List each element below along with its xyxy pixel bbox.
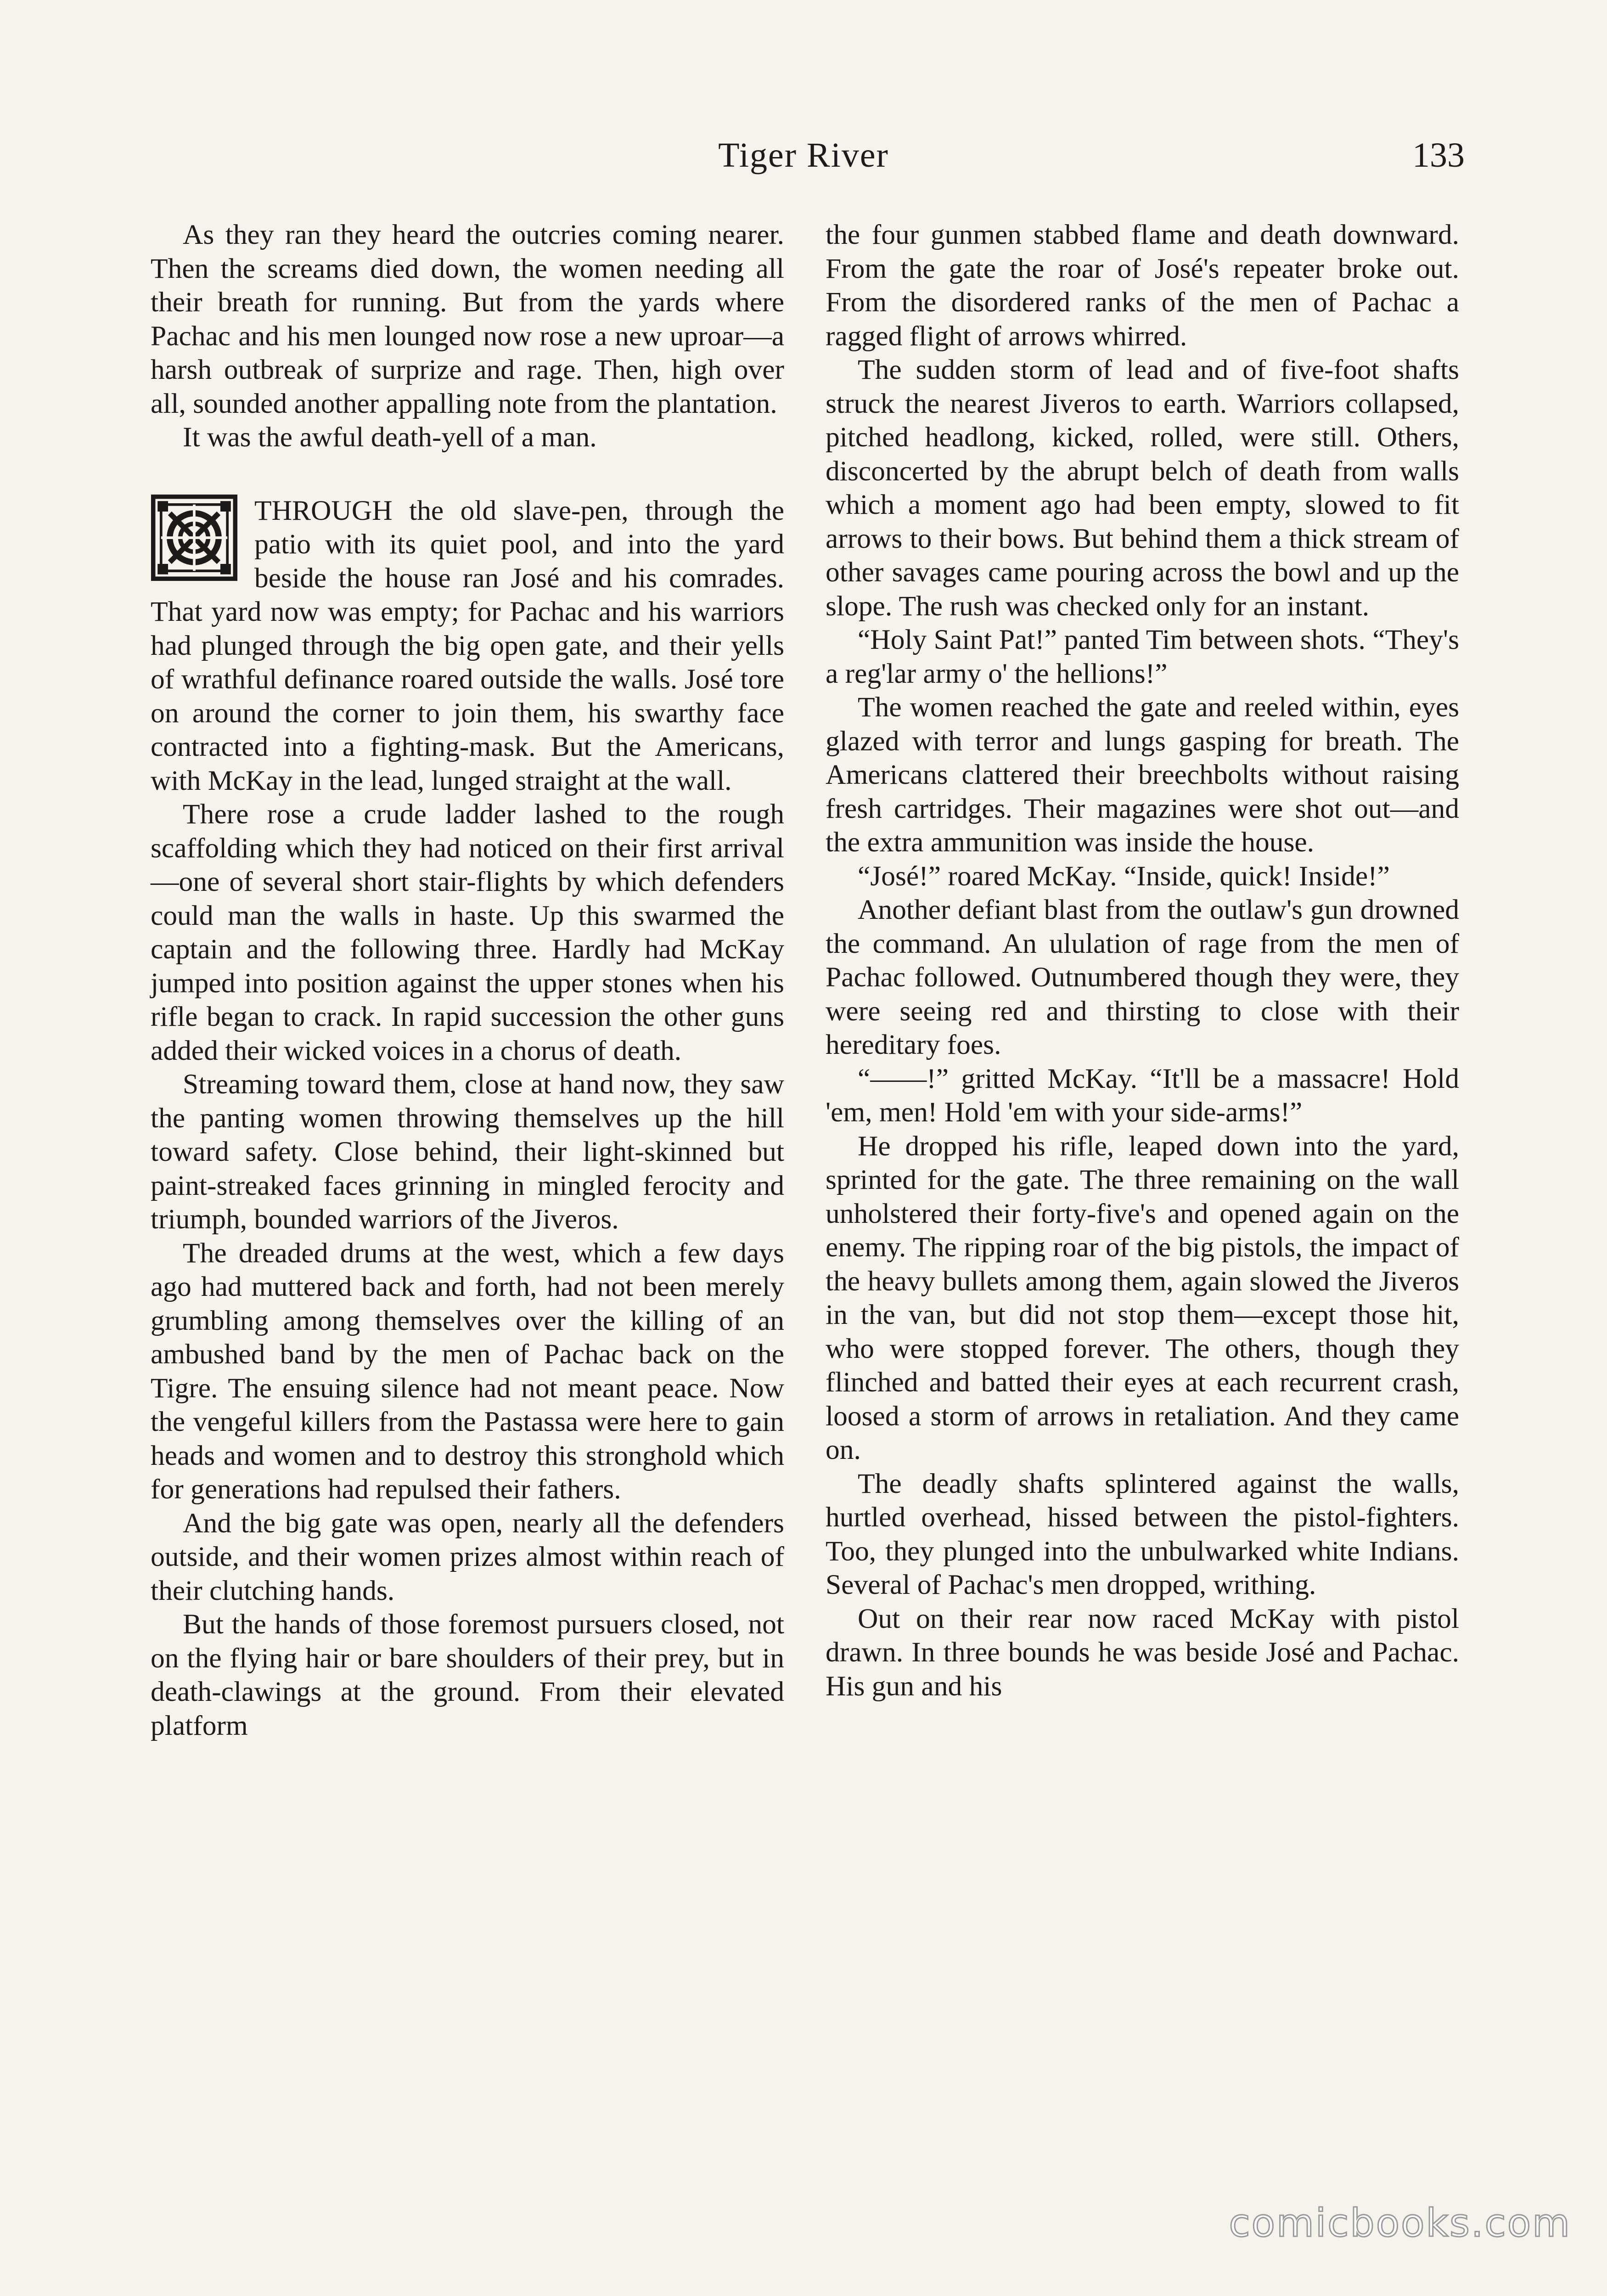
- paragraph: But the hands of those foremost pursuers closed, not on the flying hair or bare shoulders of their prey, but in death-clawings at the ground. From their elevated platform: [151, 1609, 784, 1741]
- celtic-knot-icon: [151, 494, 238, 581]
- page-number: 133: [1412, 136, 1465, 174]
- paragraph: Streaming toward them, close at hand now, they saw the panting women throwing themselves up the hill toward safety. Close behind, their light-skinned but paint-streaked faces grinning in mingled ferocity and triumph, bounded warriors of the Jiveros.: [151, 1069, 784, 1235]
- paragraph: As they ran they heard the outcries coming nearer. Then the screams died down, the women needing all their breath for running. But from the yards where Pachac and his men lounged now rose a new uproar—a harsh outbreak of surprize and rage. Then, high over all, sounded another appalling note from the plantation.: [151, 219, 784, 419]
- left-column: [151, 218, 784, 1743]
- right-column: [826, 218, 1459, 1703]
- paragraph: He dropped his rifle, leaped down into the yard, sprinted for the gate. The three remaining on the wall unholstered their forty-five's and opened again on the enemy. The ripping roar of the big pistols, the impact of the heavy bullets among them, again slowed the Jiveros in the van, but did not stop them—except those hit, who were stopped forever. The others, though they flinched and batted their eyes at each recurrent crash, loosed a storm of arrows in retaliation. And they came on.: [826, 1130, 1459, 1465]
- paragraph: The dreaded drums at the west, which a few days ago had muttered back and forth, had not been merely grumbling among themselves over the killing of an ambushed band by the men of Pachac back on the Tigre. The ensuing silence had not meant peace. Now the vengeful killers from the Pastassa were here to gain heads and women and to destroy this stronghold which for generations had repulsed their fathers.: [151, 1237, 784, 1505]
- paragraph: And the big gate was open, nearly all the defenders outside, and their women prizes almost within reach of their clutching hands.: [151, 1507, 784, 1606]
- paragraph: It was the awful death-yell of a man.: [183, 422, 597, 453]
- running-title: Tiger River: [718, 136, 889, 174]
- paragraph: The women reached the gate and reeled within, eyes glazed with terror and lungs gasping for breath. The Americans clattered their breechbolts without raising fresh cartridges. Their magazines were shot out—and the extra ammunition was inside the house.: [826, 692, 1459, 858]
- paragraph: Out on their rear now raced McKay with pistol drawn. In three bounds he was beside José and Pachac. His gun and his: [826, 1603, 1459, 1702]
- paragraph: The deadly shafts splintered against the walls, hurtled overhead, hissed between the pistol-fighters. Too, they plunged into the unbulwarked white Indians. Several of Pachac's men dropped, writhing.: [826, 1468, 1459, 1600]
- paragraph: the four gunmen stabbed flame and death downward. From the gate the roar of José's repeater broke out. From the disordered ranks of the men of Pachac a ragged flight of arrows whirred.: [826, 219, 1459, 352]
- paragraph: THROUGH the old slave-pen, through the patio with its quiet pool, and into the yard beside the house ran José and his comrades. That yard now was empty; for Pachac and his warriors had plunged through the big open gate, and their yells of wrathful definance roared outside the walls. José tore on around the corner to join them, his swarthy face contracted into a fighting-mask. But the Americans, with McKay in the lead, lunged straight at the wall.: [151, 495, 784, 796]
- paragraph: “José!” roared McKay. “Inside, quick! Inside!”: [858, 860, 1390, 892]
- paragraph: There rose a crude ladder lashed to the rough scaffolding which they had noticed on their first arrival—one of several short stair-flights by which defenders could man the walls in haste. Up this swarmed the captain and the following three. Hardly had McKay jumped into position against the upper stones when his rifle began to crack. In rapid succession the other guns added their wicked voices in a chorus of death.: [151, 799, 784, 1066]
- paragraph: The sudden storm of lead and of five-foot shafts struck the nearest Jiveros to earth. Warriors collapsed, pitched headlong, kicked, rolled, were still. Others, disconcerted by the abrupt belch of death from walls which a moment ago had been empty, slowed to fit arrows to their bows. But behind them a thick stream of other savages came pouring across the bowl and up the slope. The rush was checked only for an instant.: [826, 354, 1459, 622]
- paragraph: Another defiant blast from the outlaw's gun drowned the command. An ululation of rage from the men of Pachac followed. Outnumbered though they were, they were seeing red and thirsting to close with their hereditary foes.: [826, 894, 1459, 1060]
- paragraph: “——!” gritted McKay. “It'll be a massacre! Hold 'em, men! Hold 'em with your side-arms!”: [826, 1063, 1459, 1128]
- site-watermark: comicbooks.com: [1229, 2200, 1571, 2245]
- paragraph: “Holy Saint Pat!” panted Tim between shots. “They's a reg'lar army o' the hellions!”: [826, 624, 1459, 689]
